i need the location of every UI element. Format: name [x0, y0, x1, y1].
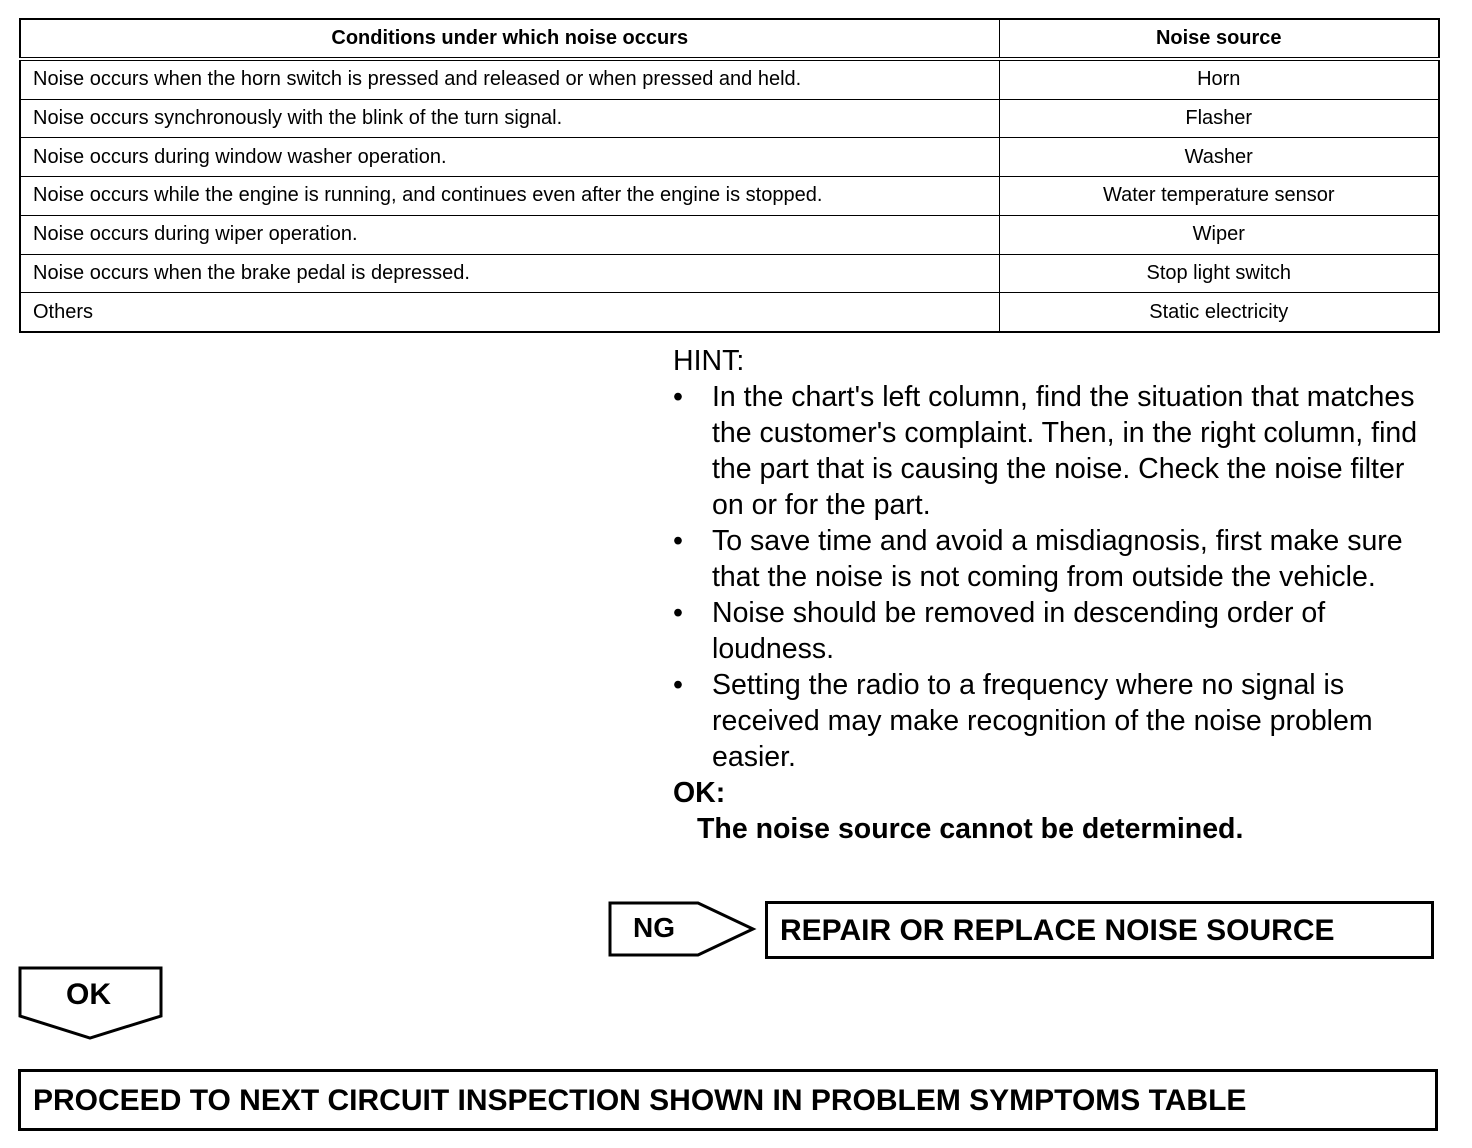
noise-source-cell: Water temperature sensor — [999, 177, 1439, 216]
hint-item-text: To save time and avoid a misdiagnosis, first make sure that the noise is not coming from outside the vehicle. — [712, 525, 1403, 593]
noise-source-cell: Static electricity — [999, 293, 1439, 332]
table-header-row — [20, 19, 1439, 59]
proceed-text: PROCEED TO NEXT CIRCUIT INSPECTION SHOWN IN PROBLEM SYMPTOMS TABLE — [33, 1084, 1247, 1117]
noise-source-cell: Flasher — [999, 99, 1439, 138]
hint-title: HINT: — [673, 345, 745, 377]
noise-source-cell: Horn — [999, 59, 1439, 99]
ng-action-box — [765, 901, 1434, 959]
ok-flow-label: OK — [66, 978, 111, 1011]
hint-item — [673, 379, 1443, 523]
hint-list — [673, 379, 1443, 775]
noise-source-cell: Wiper — [999, 215, 1439, 254]
table-row — [20, 99, 1439, 138]
hint-section — [673, 343, 1443, 847]
condition-cell: Noise occurs while the engine is running, and continues even after the engine is stopped. — [20, 177, 999, 216]
noise-source-cell: Stop light switch — [999, 254, 1439, 293]
noise-source-cell: Washer — [999, 138, 1439, 177]
column-header-noise-source: Noise source — [999, 19, 1439, 59]
condition-cell: Noise occurs synchronously with the blink of the turn signal. — [20, 99, 999, 138]
condition-cell: Noise occurs when the horn switch is pressed and released or when pressed and held. — [20, 59, 999, 99]
condition-cell: Others — [20, 293, 999, 332]
hint-item-text: Noise should be removed in descending order of loudness. — [712, 597, 1326, 665]
hint-item — [673, 523, 1443, 595]
noise-source-table — [19, 18, 1440, 333]
ng-arrow-icon — [608, 900, 758, 958]
table-row — [20, 177, 1439, 216]
ok-criteria-text: The noise source cannot be determined. — [697, 813, 1244, 845]
table-row — [20, 293, 1439, 332]
ok-criteria-label: OK: — [673, 777, 726, 809]
table-row — [20, 138, 1439, 177]
bullet-icon: • — [673, 669, 683, 701]
column-header-conditions: Conditions under which noise occurs — [20, 19, 999, 59]
hint-item-text: Setting the radio to a frequency where no signal is received may make recognition of the noise problem easier. — [712, 669, 1373, 773]
hint-item-text: In the chart's left column, find the situation that matches the customer's complaint. Then, in the right column, find the part that is causing the noise. Check the noise filter on or for the part. — [712, 381, 1418, 521]
bullet-icon: • — [673, 525, 683, 557]
table-row — [20, 254, 1439, 293]
condition-cell: Noise occurs during wiper operation. — [20, 215, 999, 254]
table-row — [20, 215, 1439, 254]
ng-label: NG — [633, 912, 675, 943]
bullet-icon: • — [673, 381, 683, 413]
hint-item — [673, 595, 1443, 667]
hint-item — [673, 667, 1443, 775]
proceed-box — [18, 1069, 1438, 1131]
condition-cell: Noise occurs during window washer operation. — [20, 138, 999, 177]
table-row — [20, 59, 1439, 99]
bullet-icon: • — [673, 597, 683, 629]
ng-action-text: REPAIR OR REPLACE NOISE SOURCE — [780, 914, 1335, 947]
condition-cell: Noise occurs when the brake pedal is depressed. — [20, 254, 999, 293]
